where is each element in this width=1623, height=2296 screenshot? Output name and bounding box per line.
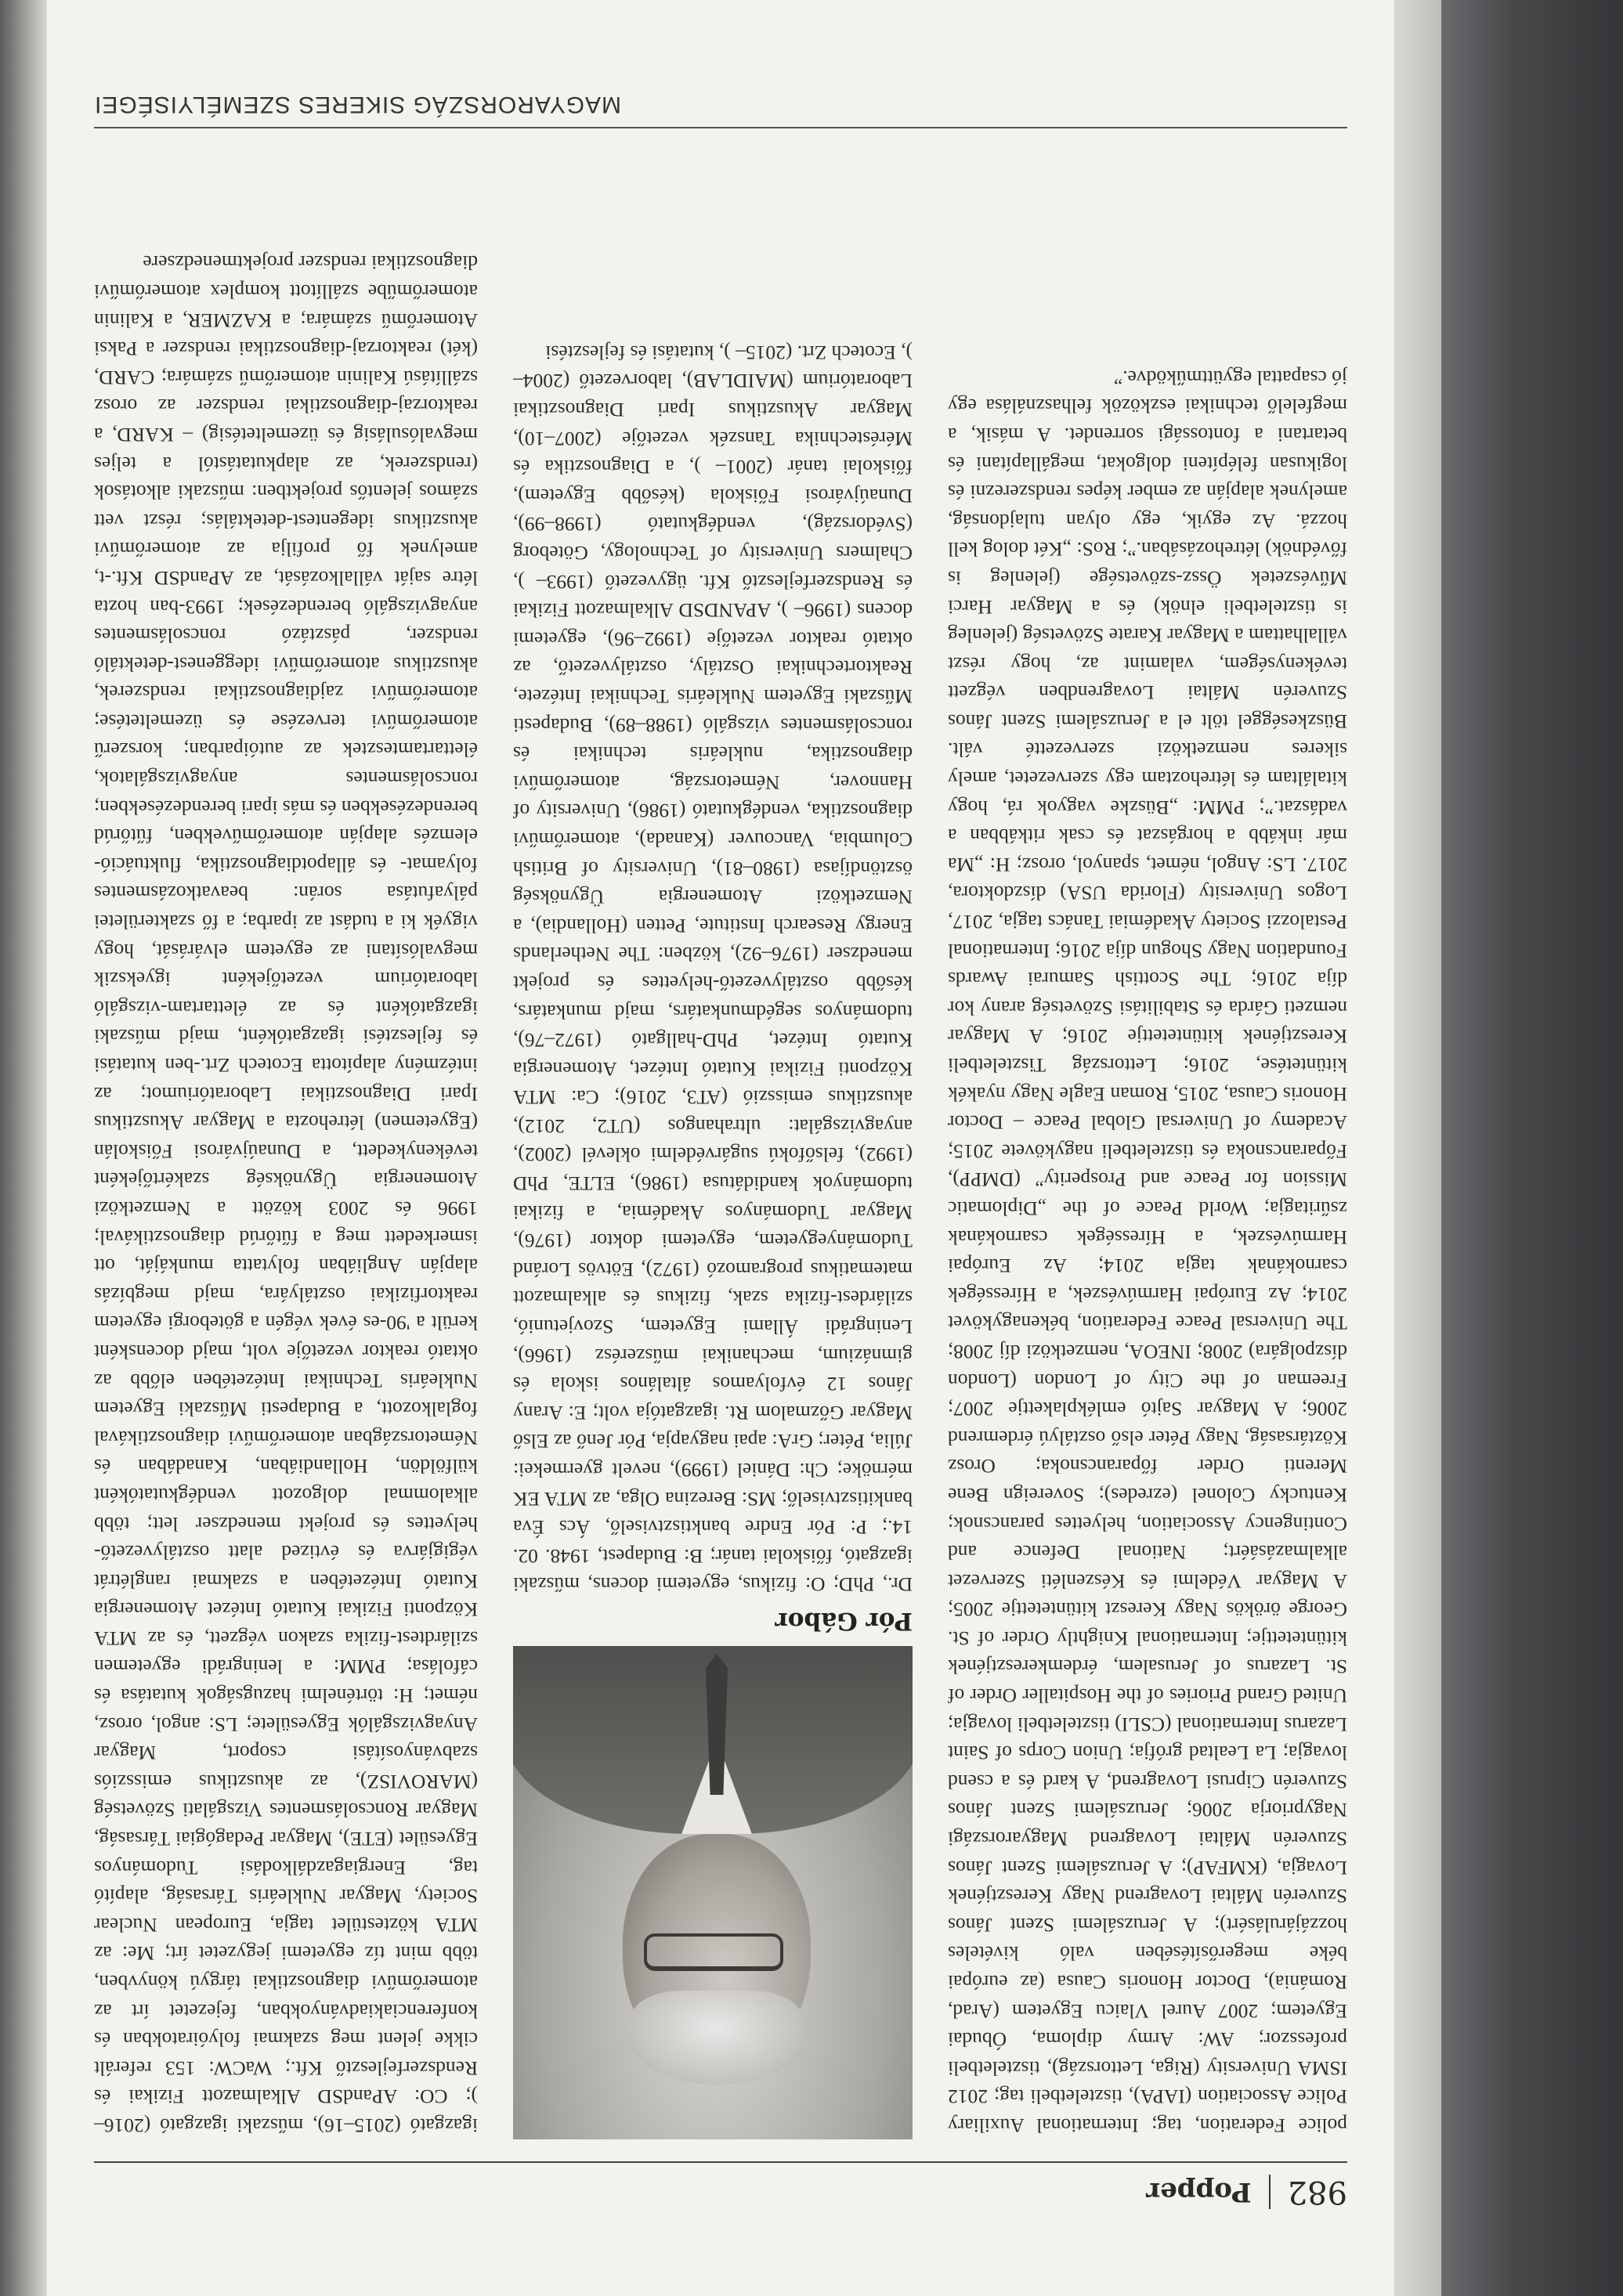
header-rule <box>94 2161 1347 2163</box>
left-edge <box>0 0 47 2296</box>
running-head <box>1146 2174 1347 2210</box>
text-column-1 <box>948 150 1347 2139</box>
head-separator <box>1269 2175 1271 2209</box>
footer-rule <box>94 127 1347 128</box>
book-title: MAGYARORSZÁG SIKERES SZEMÉLYISÉGEI <box>94 92 622 117</box>
text-column-3 <box>94 150 478 2139</box>
section-name: Popper <box>1146 2176 1252 2208</box>
portrait-glasses <box>644 1933 783 1971</box>
column-2-text: Dr., PhD; O: fizikus, egyetemi docens, műszaki igazgató, főiskolai tanár; B: Budapest, 1948. 02. 14.; P: Pór Endre banktisztviselő, Ács Éva bankitisztviselő; MS: Berezina Olga, az MTA EK mérnöke; Ch: Dániel (1999), nevelt gyermekei: Júlia, Péter; GrA: apai nagyapja, Pór Jenő az Első Magyar Gőzmalom Rt. igazgatója volt; E: Arany János 12 évfolyamos általános iskola és gimnázium, mechanikai műszerész (1966), Leningrádi Állami Egyetem, Szovjetunió, szilárdest-fizika szak, fizikus és alkalmazott matematikus programozó (1972), Eötvös Loránd Tudományegyetem, egyetemi doktor (1976), Magyar Tudományos Akadémia, a fizikai tudományok kandidátusa (1986), ELTE, PhD (1992), felsőfokú sugárvédelmi oklevél (2002), anyagvizsgálat: ultrahangos (UT2, 2012), akusztikus emisszió (AT3, 2016); Ca: MTA Központi Fizikai Kutató Intézet, Atomenergia Kutató Intézet, PhD-hallgató (1972–76), tudományos segédmunkatárs, majd munkatárs, később osztályvezető-helyettes és projekt menedzser (1976–92), közben: The Netherlands Energy Research Institute, Petten (Hollandia), a Nemzetközi Atomenergia Ügynökség ösztöndíjasa (1980–81), University of British Columbia, Vancouver (Kanada), atomerőművi diagnosztika, vendégkutató (1986), University of Hannover, Németország, atomerőművi diagnosztika, nukleáris technikai és roncsolásmentes vizsgáló (1988–89), Budapesti Műszaki Egyetem Nukleáris Technikai Intézete, Reaktortechnikai Osztály, osztályvezető, az oktató reaktor vezetője (1992–96), egyetemi docens (1996– ), APANDSD Alkalmazott Fizikai és Rendszerfejlesztő Kft. ügyvezető (1993– ), Chalmers University of Technology, Göteborg (Svédország), vendégkutató (1998–99), Dunaújvárosi Főiskola (később Egyetem), főiskolai tanár (2001– ), a Diagnosztika és Méréstechnika Tanszék vezetője (2007–10), Magyar Akusztikus Ipari Diagnosztikai Laboratórium (MAIDLAB), laborvezető (2004– ), Ecotech Zrt. (2015– ), kutatási és fejlesztési <box>513 341 913 1597</box>
binding-gutter <box>1441 0 1623 2296</box>
entry-name: Pór Gábor <box>775 1607 913 1635</box>
column-3-text: igazgató (2015–16), műszaki igazgató (2016– ); CO: APandSD Alkalmazott Fizikai és Rendszerfejlesztő Kft.; WaCW: 153 referált cikke jelent meg szakmai folyóiratokban és konferenciakiadványokban, fejezetet írt az atomerőművi diagnosztikai tárgyú könyvben, több mint tíz egyetemi jegyzetet írt; Me: az MTA köztestület tagja, European Nuclear Society, Magyar Nukleáris Társaság, alapító tag, Energiagazdálkodási Tudományos Egyesület (ETE), Magyar Pedagógiai Társaság, Magyar Roncsolásmentes Vizsgálati Szövetség (MAROVISZ), az akusztikus emissziós szabványosítási csoport, Magyar Anyagvizsgálók Egyesülete; LS: angol, orosz, német; H: történelmi hazugságok kutatása és cáfolása; PMM: a leningrádi egyetemen szilárdtest-fizika szakon végzett, és az MTA Központi Fizikai Kutató Intézet Atomenergia Kutató Intézetében a szakmai ranglétrát végigjárva és évtized alatt osztályvezető-helyettes és projekt menedzser lett; több alkalommal dolgozott vendégkutatóként külföldön, Hollandiában, Kanadában és Németországban atomerőművi diagnosztikával foglalkozott, a Budapesti Műszaki Egyetem Nukleáris Technikai Intézetében előbb az oktató reaktor vezetője volt, majd docensként került a '90-es évek végén a göteborgi egyetem reaktorfizikai osztályára, majd megbízás alapján Angliában folytatta munkáját, ott ismerkedett meg a fűtőrúd diagnosztikával; 1996 és 2003 között a Nemzetközi Atomenergia Ügynökség szakértőjeként tevékenykedett, a Dunaújvárosi Főiskolán (Egyetemen) létrehozta a Magyar Akusztikus Ipari Diagnosztikai Laboratóriumot; az intézmény alapította Ecotech Zrt.-ben kutatási és fejlesztési igazgatóként, majd műszaki igazgatóként és az élettartam-vizsgáló laboratórium vezetőjeként igyekszik megvalósítani az egyetem elvárását, hogy vigyék ki a tudást az iparba; a fő szakterületei pályafutása során: beavatkozásmentes folyamat- és állapotdiagnosztika, fluktuáció-elemzés alapján atomerőművekben, fűtőrúd berendezésekben és más ipari berendezésekben; roncsolásmentes anyagvizsgálatok, élettartamtesztek az autóiparban; korszerű atomerőművi tervezése és üzemeltetése; atomerőművi zajdiagnosztikai rendszerek, akusztikus atomerőművi ideggenest-detektáló rendszer, pásztázó roncsolásmentes anyagvizsgáló berendezések; 1993-ban hozta létre saját vállalkozását, az APandSD Kft.-t, amelynek fő profilja az atomerőművi akusztikus idegentest-detektálás; részt vett számos jelentős projektben: műszaki alkotások (rendszerek, az alapkutatástól a teljes megvalósulásig és üzemeltetésig) – KARD, a reaktorzaj-diagnosztikai rendszer az orosz szállítású Kalinin atomerőmű számára; CARD, (két) reaktorzaj-diagnosztikai rendszer a Paksi Atomerőmű számára; a KAZMER, a Kalinin atomerőműbe szállított komplex atomerőművi diagnosztikai rendszer projektmenedzsere <box>94 251 478 2137</box>
page-number: 982 <box>1287 2174 1347 2210</box>
page-edge-shadow <box>1394 0 1441 2296</box>
portrait-photo <box>513 1646 913 2139</box>
portrait-hair <box>631 1991 803 2085</box>
book-page <box>47 0 1394 2296</box>
text-column-2 <box>513 150 913 2139</box>
column-1-text: police Federation, tag; International Auxiliary Police Association (IAPA), tiszteletbeli tag; 2012 ISMA University (Riga, Lettország), tiszteletbeli professzor; AW: Army diploma, Óbudai Egyetem; 2007 Aurel Vlaicu Egyetem (Arad, Románia), Doctor Honoris Causa (az európai béke megerősítésében való kivételes hozzájárulásért); A Jeruzsálemi Szent János Szuverén Máltai Lovagrend Nagy Keresztjének Lovagja, (KMFAP); A Jeruzsálemi Szent János Szuverén Máltai Lovagrend Magyarországi Nagypriorja 2006; Jeruzsálemi Szent János Szuverén Ciprusi Lovagrend, A kard és a csend lovagja; La Lealtad grófja; Union Corps of Saint Lazarus International (CSLI) tiszteletbeli lovagja; United Grand Priories of the Hospitaller Order of St. Lazarus of Jerusalem, érdemkeresztjének kitüntetettje; International Knightly Order of St. George örökös Nagy Kereszt kitüntetettje 2005; A Magyar Védelmi és Készenléti Szervezet alkalmazásáért; National Defence and Contingency Association, helyettes parancsnok; Kentucky Colonel (ezredes); Sovereign Bene Merenti Order főparancsnoka; Orosz Köztársaság, Nagy Péter első osztályú érdemrend 2006; A Magyar Sajtó emlékplakettje 2007; Freeman of the City of London (London díszpolgára) 2008; INEOA, nemzetközi díj 2008; The Universal Peace Federation, békenagykövet 2014; Az Európai Harmúvészek, a Hírességek csarnokának tagja 2014; Az Európai Harmúvészek, a Hírességek csarnokának zsűritagja; World Peace of the „Diplomatic Mission for Peace and Prosperity” (DMPP), Főparancsnoka és tiszteletbeli nagykövete 2015; Academy of Universal Global Peace – Doctor Honoris Causa, 2015, Roman Eagle Nagy nyakék kitüntetése, 2016; Lettország Tiszteletbeli Keresztjének kitüntetettje 2016; A Magyar nemzeti Gárda és Stabilitási Szövetség arany kor díja 2016; The Scottish Samurai Awards Foundation Nagy Shogun díja 2016; International Pestalozzi Society Akadémiai Tanács tagja, 2017, Logos University (Florida USA) díszdoktora, 2017. LS: Angol, német, spanyol, orosz; H: „Ma már inkább a horgászat és csak ritkábban a vadászat.”; PMM: „Büszke vagyok rá, hogy kitaláltam és létrehoztam egy szervezetet, amely sikeres nemzetközi szervezetté vált. Büszkeséggel tölt el a Jeruzsálemi Szent János Szuverén Máltai Lovagrendben végzett tevékenységem, valamint az, hogy részt vállalhattam a Magyar Karate Szövetség (jelenleg is tiszteletbeli elnök) és a Magyar Harci Művészetek Össz-szövetsége (jelenleg is fővédnök) létrehozásában.”; RoS: „Két dolog kell hozzá. Az egyik, egy olyan tulajdonság, amelynek alapján az ember képes rendszerezni és logikusan felépíteni dolgokat, megállapítani és betartani a fontossági sorrendet. A másik, a megfelelő technikai eszközök felhasználása egy jó csapattal együttműködve.” <box>948 366 1347 2137</box>
